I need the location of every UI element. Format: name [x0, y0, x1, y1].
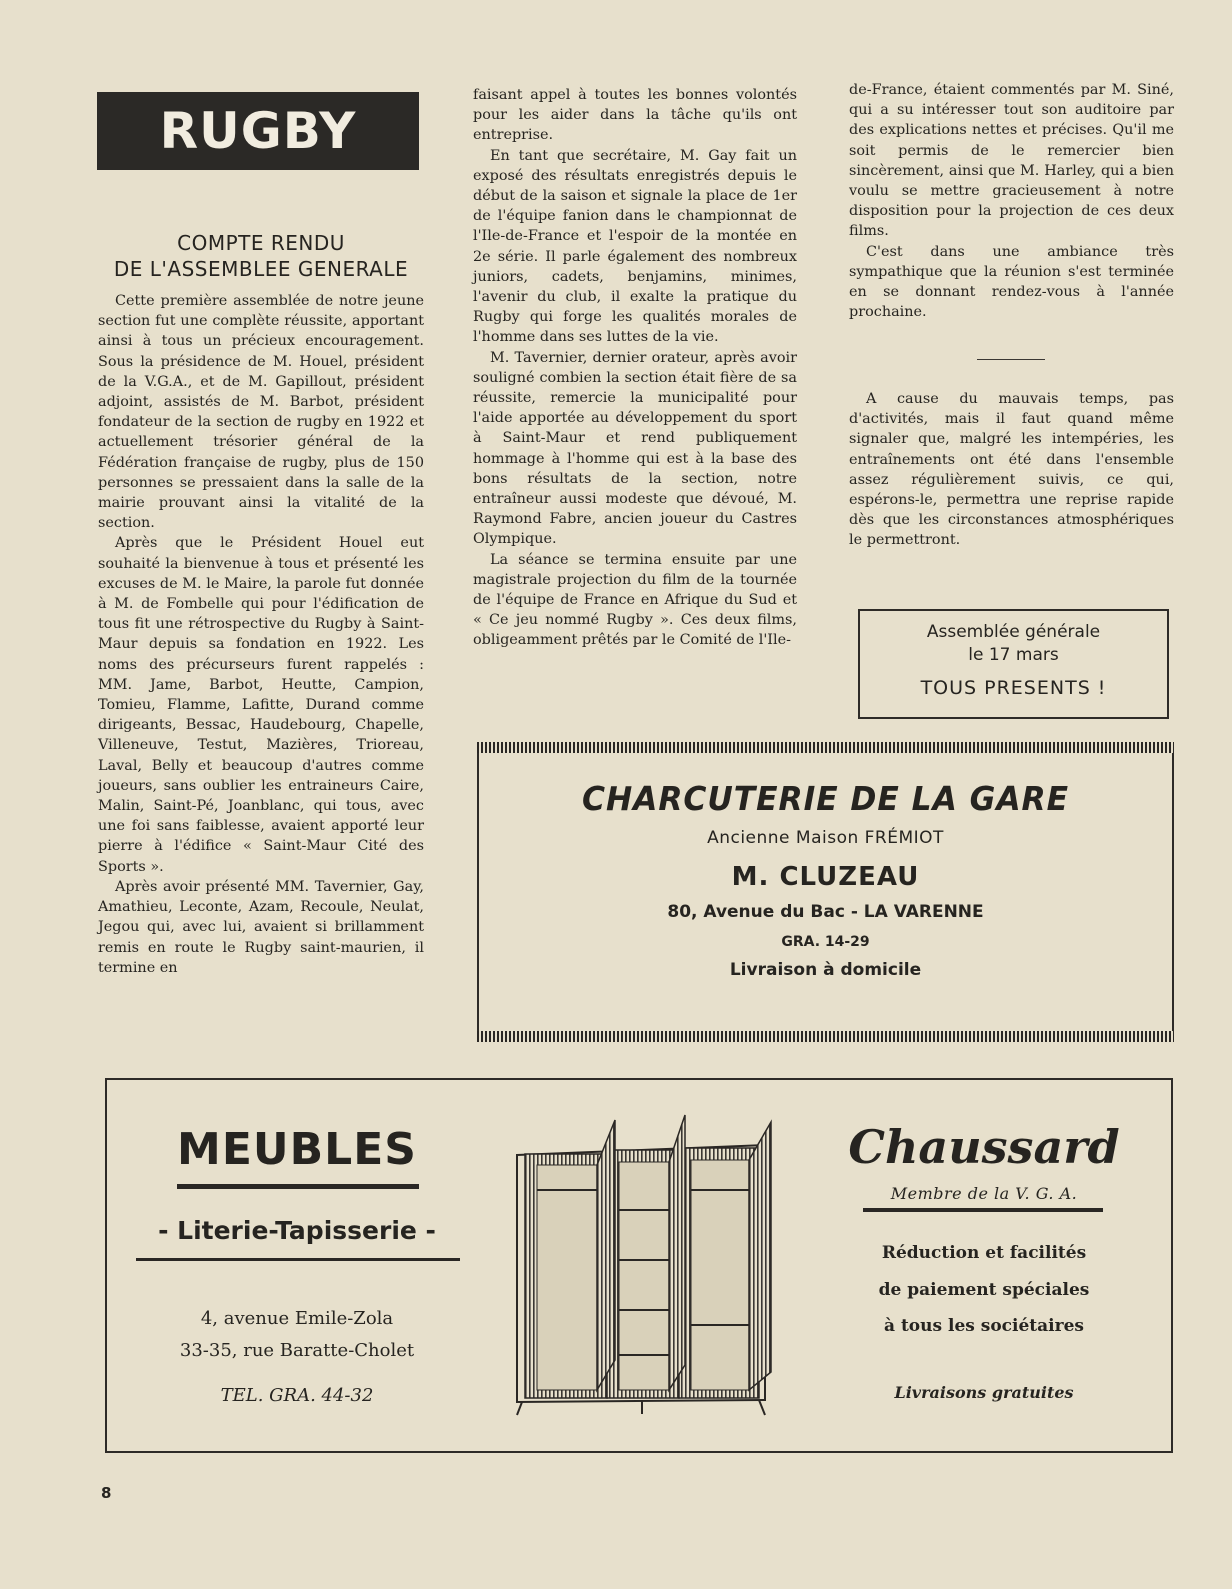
- ad-phone: GRA. 14-29: [781, 934, 870, 950]
- article-column-1: [98, 291, 424, 978]
- ad-border-bottom: [477, 1031, 1174, 1042]
- article-column-2: [473, 85, 797, 651]
- paragraph: Cette première assemblée de notre jeune section fut une complète réussite, apportant ainsi à tous un précieux encouragement. Sous la présidence de M. Houel, président de la V.G.A., et de M. Gapillout, président adjoint, assistés de M. Barbot, président fondateur de la section de rugby en 1922 et actuellement trésorier général de la Fédération française de rugby, plus de 150 personnes se pressaient dans la salle de la mairie prouvant ainsi la vitalité de la section.: [98, 293, 424, 532]
- ad-owner-name: M. CLUZEAU: [731, 862, 920, 892]
- article-heading-line-1: COMPTE RENDU: [177, 231, 345, 255]
- chaussard-line-2: de paiement spéciales: [878, 1280, 1090, 1300]
- chaussard-rule: [863, 1208, 1103, 1212]
- paragraph: A cause du mauvais temps, pas d'activités, mais il faut quand même signaler que, malgré les intempéries, les entraînements ont été dans l'ensemble assez régulièrement suivis, ce qui, espérons-le, permettra une reprise rapide dès que les circonstances atmosphériques le permettront.: [849, 391, 1174, 549]
- ad-delivery: Livraison à domicile: [729, 960, 922, 980]
- separator-rule: [977, 359, 1045, 360]
- ad-subtitle: Ancienne Maison FRÉMIOT: [707, 828, 944, 848]
- notice-box: [858, 609, 1169, 719]
- meubles-rule: [177, 1184, 419, 1189]
- paragraph: C'est dans une ambiance très sympathique que la réunion s'est terminée en se donnant rendez-vous à l'année prochaine.: [849, 243, 1174, 321]
- furniture-ad: [105, 1078, 1173, 1453]
- paragraph: faisant appel à toutes les bonnes volontés pour les aider dans la tâche qu'ils ont entreprise.: [473, 87, 797, 144]
- notice-line-1: Assemblée générale: [926, 622, 1101, 642]
- news-brief: [849, 389, 1174, 551]
- paragraph: Après que le Président Houel eut souhaité la bienvenue à tous et présenté les excuses de M. le Maire, la parole fut donnée à M. de Fombelle qui pour l'édification de tous fit une rétrospective du Rugby à Saint-Maur depuis sa fondation en 1922. Les noms des précurseurs furent rappelés : MM. Jame, Barbot, Heutte, Campion, Tomieu, Flamme, Lafitte, Durand comme dirigeants, Bessac, Haudebourg, Chapelle, Villeneuve, Testut, Mazières, Trioreau, Laval, Belly et beaucoup d'autres comme joueurs, sans oublier les entraineurs Caire, Malin, Saint-Pé, Joanblanc, qui tous, avec une foi sans faiblesse, avaient apporté leur pierre à l'édifice « Saint-Maur Cité des Sports ».: [98, 535, 424, 875]
- article-heading: [98, 230, 424, 282]
- paragraph: En tant que secrétaire, M. Gay fait un exposé des résultats enregistrés depuis le début de la saison et signale la place de 1er de l'équipe fanion dans le championnat de l'Ile-de-France et l'espoir de la montée en 2e série. Il parle également des nombreux juniors, cadets, benjamins, minimes, l'avenir du club, il exalte la pratique du Rugby qui forge les qualités morales de l'homme dans ses luttes de la vie.: [473, 147, 797, 346]
- notice-line-2: le 17 mars: [968, 645, 1059, 665]
- notice-line-3: TOUS PRESENTS !: [920, 677, 1107, 699]
- ad-address: 80, Avenue du Bac - LA VARENNE: [667, 902, 984, 922]
- paragraph: de-France, étaient commentés par M. Siné, qui a su intéresser tout son auditoire par des explications nettes et précises. Qu'il me soit permis de le remercier bien sincèrement, ainsi que M. Harley, qui a bien voulu se mettre gracieusement à notre disposition pour la projection de ces deux films.: [849, 82, 1174, 240]
- ad-border-top: [477, 742, 1174, 753]
- chaussard-delivery: Livraisons gratuites: [894, 1383, 1074, 1402]
- chaussard-line-3: à tous les sociétaires: [884, 1316, 1084, 1336]
- wardrobe-illustration-icon: [497, 1110, 787, 1420]
- paragraph: La séance se termina ensuite par une magistrale projection du film de la tournée de l'équipe de France en Afrique du Sud et « Ce jeu nommé Rugby ». Ces deux films, obligeamment prêtés par le Comité de l'Ile-: [473, 551, 797, 649]
- chaussard-line-1: Réduction et facilités: [881, 1243, 1087, 1263]
- article-column-3: [849, 80, 1174, 322]
- ad-title: CHARCUTERIE DE LA GARE: [581, 779, 1069, 818]
- meubles-subtitle: - Literie-Tapisserie -: [158, 1216, 436, 1245]
- paragraph: M. Tavernier, dernier orateur, après avoir souligné combien la section était fière de sa réussite, remercie la municipalité pour l'aide apportée au développement du sport à Saint-Maur et rend publiquement hommage à l'homme qui est à la base des bons résultats de la section, notre entraîneur aussi modeste que dévoué, M. Raymond Fabre, ancien joueur du Castres Olympique.: [473, 349, 797, 548]
- chaussard-title: Chaussard: [848, 1120, 1120, 1174]
- charcuterie-ad: [477, 753, 1174, 1031]
- meubles-address-2: 33-35, rue Baratte-Cholet: [179, 1340, 415, 1361]
- paragraph: Après avoir présenté MM. Tavernier, Gay, Amathieu, Leconte, Azam, Recoule, Neulat, Jegou qui, avec lui, avaient si brillamment remis en route le Rugby saint-maurien, il termine en: [98, 878, 424, 976]
- section-title: RUGBY: [97, 92, 419, 170]
- meubles-phone: TEL. GRA. 44-32: [220, 1385, 374, 1406]
- meubles-title: MEUBLES: [177, 1124, 417, 1175]
- page-number: 8: [101, 1484, 112, 1502]
- meubles-address-1: 4, avenue Emile-Zola: [200, 1308, 394, 1329]
- article-heading-line-2: DE L'ASSEMBLEE GENERALE: [113, 257, 409, 281]
- chaussard-member: Membre de la V. G. A.: [890, 1184, 1078, 1203]
- meubles-rule-2: [136, 1258, 460, 1261]
